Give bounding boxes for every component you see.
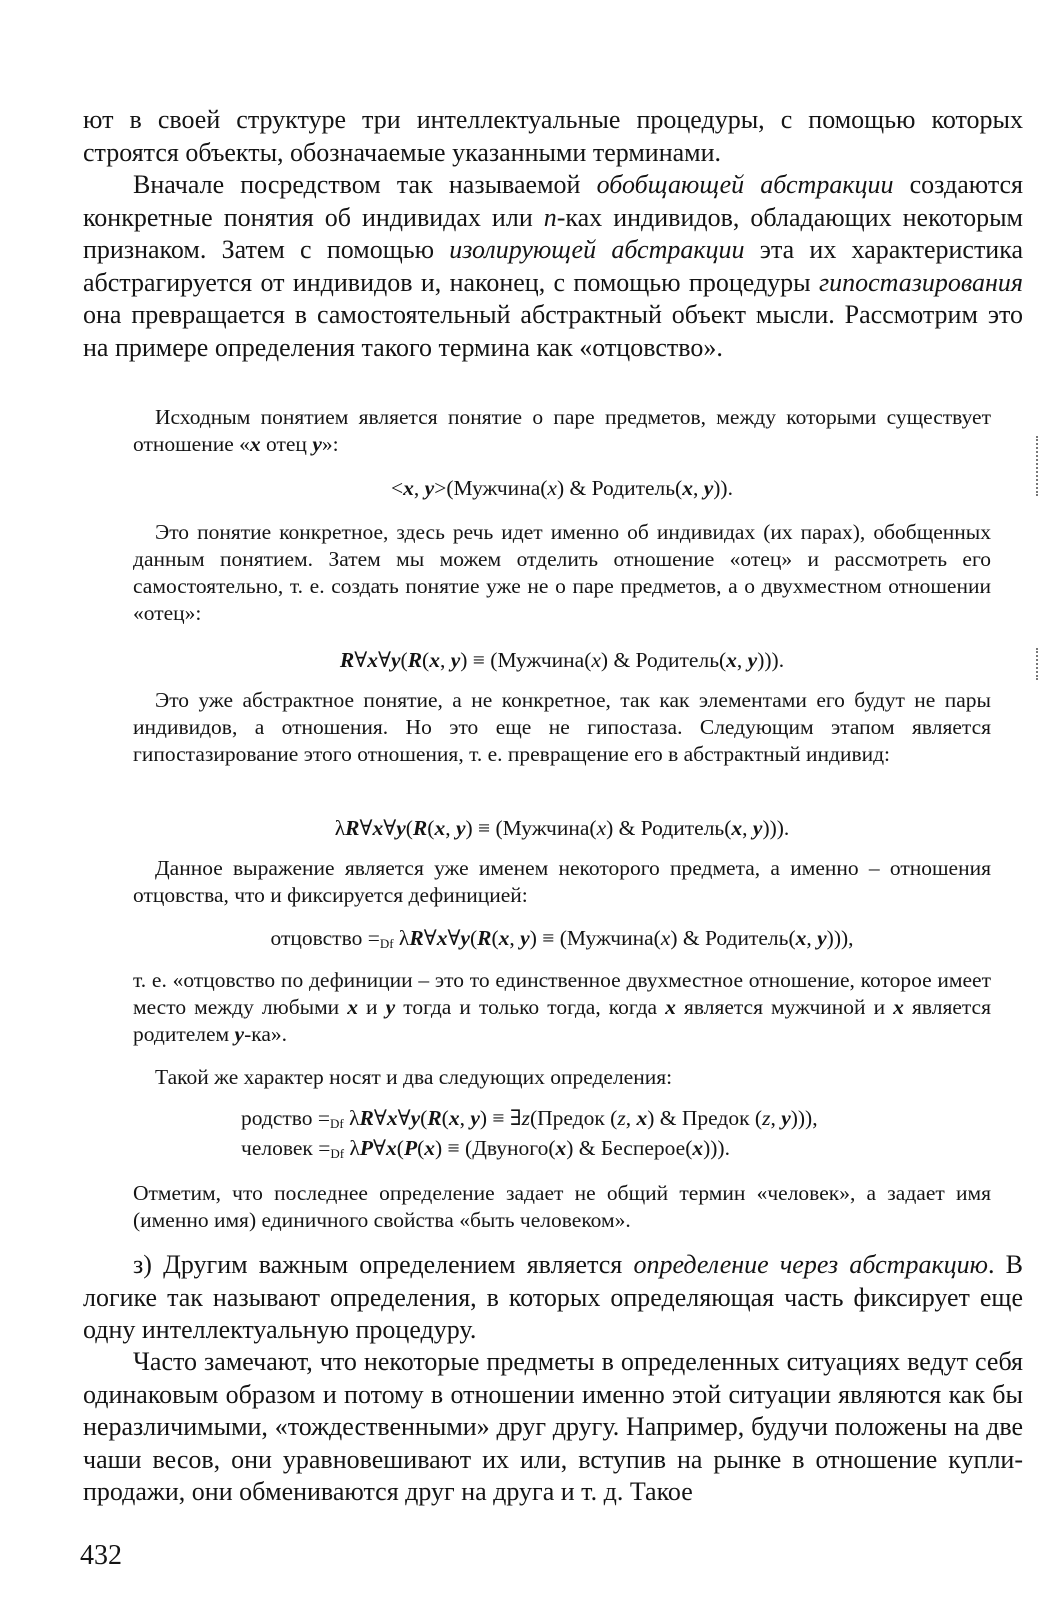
paragraph-two-more-definitions: Такой же характер носят и два следующих определения: xyxy=(155,1065,673,1089)
paragraph-fatherhood-explanation: т. е. «отцовство по дефиниции – это то единственное двухместное отношение, которое имеет место между любыми x и y тогда и только тогда, когда x является мужчиной и x является родителем y-ка». xyxy=(133,968,991,1046)
paragraph-abstraction-procedures: Вначале посредством так называемой обобщающей абстракции создаются конкретные понятия об индивидах или n-ках индивидов, обладающих некоторым признаком. Затем с помощью изолирующей абстракции эта их характеристика абстрагируется от индивидов и, наконец, с помощью процедуры гипостазирования она превращается в самостоятельный абстрактный объект мысли. Рассмотрим это на примере определения такого термина как «отцовство». xyxy=(83,170,1024,362)
formula-lambda-relation: λR∀x∀y(R(x, y) ≡ (Мужчина(x) & Родитель(x, y))). xyxy=(334,816,790,840)
paragraph-definition-through-abstraction: з) Другим важным определением является определение через абстракцию. В логике так называют определения, в которых определяющая часть фиксирует еще одну интеллектуальную процедуру. xyxy=(83,1250,1024,1344)
paragraph-concrete-concept: Это понятие конкретное, здесь речь идет именно об индивидах (их парах), обобщенных данным понятием. Затем мы можем отделить отношение «отец» и рассмотреть его самостоятельно, т. е. создать понятие уже не о паре предметов, а о двухместном отношении «отец»: xyxy=(133,520,991,625)
paragraph-note-last-definition: Отметим, что последнее определение задает не общий термин «человек», а задает имя (именно имя) единичного свойства «быть человеком». xyxy=(133,1181,991,1232)
paragraph-continuation: ют в своей структуре три интеллектуальные процедуры, с помощью которых строятся объекты, обозначаемые указанными терминами. xyxy=(83,105,1023,167)
page-number: 432 xyxy=(80,1540,122,1571)
paragraph-initial-concept: Исходным понятием является понятие о паре предметов, между которыми существует отношение «x отец y»: xyxy=(133,405,991,456)
scan-artifact-mark xyxy=(1036,436,1040,496)
paragraph-abstract-concept: Это уже абстрактное понятие, а не конкретное, так как элементами его будут не пары индивидов, а отношения. Но это еще не гипостаза. Следующим этапом является гипостазирование этого отношения, т. е. превращение его в абстрактный индивид: xyxy=(133,688,991,766)
formula-human-definition: человек $=_{Df}$ λP∀x(P(x) ≡ (Двуного(x) & Бесперое(x))). xyxy=(241,1136,730,1161)
paragraph-name-of-object: Данное выражение является уже именем некоторого предмета, а именно – отношения отцовства, что и фиксируется дефиницией: xyxy=(133,856,991,907)
scan-artifact-mark xyxy=(1036,648,1040,680)
formula-relation-father: R∀x∀y(R(x, y) ≡ (Мужчина(x) & Родитель(x, y))). xyxy=(339,648,785,672)
paragraph-indistinguishable-objects: Часто замечают, что некоторые предметы в определенных ситуациях ведут себя одинаковым образом и потому в отношении именно этой ситуации являются как бы неразличимыми, «тождественными» друг другу. Например, будучи положены на две чаши весов, они уравновешивают их или, вступив на рынке в отношение купли-продажи, они обмениваются друг на друга и т. д. Такое xyxy=(83,1347,1023,1506)
formula-kinship-definition: родство $=_{Df}$ λR∀x∀y(R(x, y) ≡ ∃z(Предок (z, x) & Предок (z, y))), xyxy=(241,1106,818,1131)
formula-pair-concept: <x, y>(Мужчина(x) & Родитель(x, y)). xyxy=(391,476,733,500)
formula-fatherhood-definition: отцовство $=_{Df}$ λR∀x∀y(R(x, y) ≡ (Мужчина(x) & Родитель(x, y))), xyxy=(270,926,854,951)
